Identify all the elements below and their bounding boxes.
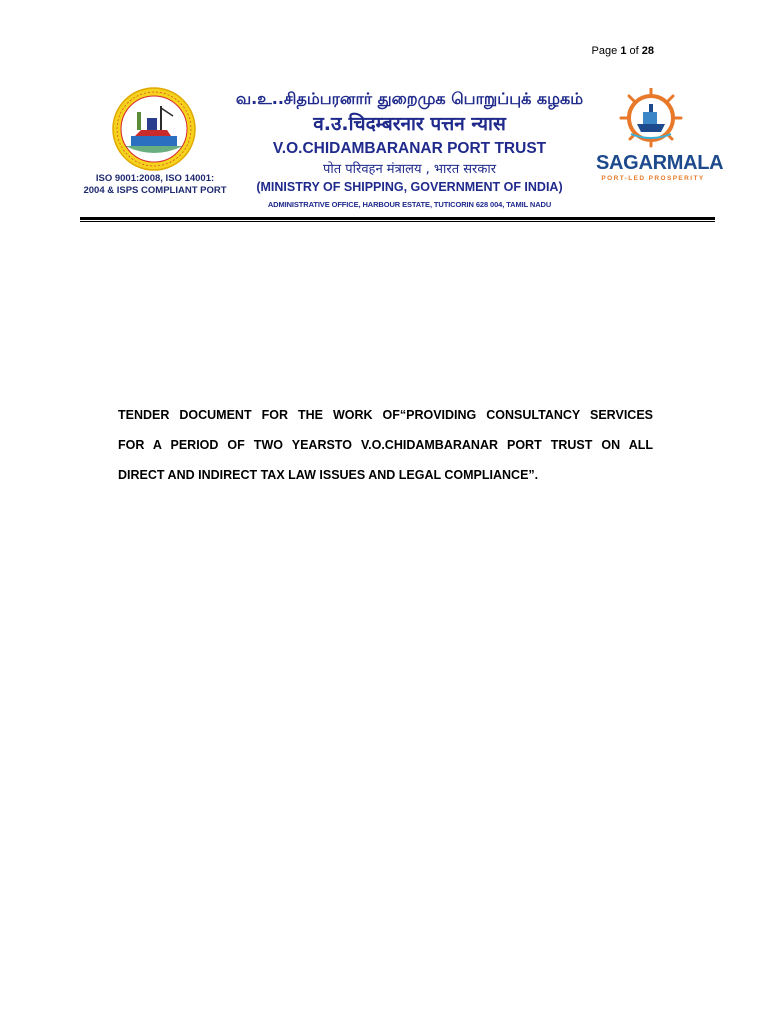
sagarmala-name: SAGARMALA xyxy=(596,152,724,174)
header-divider xyxy=(80,217,715,220)
iso-line-2: 2004 & ISPS COMPLIANT PORT xyxy=(83,185,227,196)
page-total: 28 xyxy=(641,45,654,57)
ministry-name: (MINISTRY OF SHIPPING, GOVERNMENT OF INDIA) xyxy=(256,180,563,194)
port-trust-emblem-icon xyxy=(88,86,220,176)
header-divider-thin xyxy=(80,221,715,222)
tender-title xyxy=(118,400,653,490)
page-current: 1 xyxy=(620,45,627,57)
page-prefix: Page xyxy=(591,45,618,57)
sagarmala-tagline: PORT-LED PROSPERITY xyxy=(601,175,705,182)
page-separator: of xyxy=(629,45,639,57)
office-address: ADMINISTRATIVE OFFICE, HARBOUR ESTATE, TUTICORIN 628 004, TAMIL NADU xyxy=(267,200,552,209)
letterhead-center xyxy=(232,88,587,211)
tender-title-line-2: FOR A PERIOD OF TWO YEARSTO V.O.CHIDAMBARANAR PORT TRUST ON ALL xyxy=(118,438,653,452)
page-number xyxy=(592,45,654,57)
iso-line-1: ISO 9001:2008, ISO 14001: xyxy=(95,173,215,184)
tender-title-line-1: TENDER DOCUMENT FOR THE WORK OF“PROVIDING CONSULTANCY SERVICES xyxy=(118,408,653,422)
tender-title-line-3: DIRECT AND INDIRECT TAX LAW ISSUES AND LEGAL COMPLIANCE”. xyxy=(118,468,539,482)
iso-certification xyxy=(80,173,230,197)
tamil-name: வ.உ..சிதம்பரனார் துறைமுக பொறுப்புக் கழகம் xyxy=(235,89,584,108)
hindi-name: व.उ.चिदम्बरनार पत्तन न्यास xyxy=(313,113,506,135)
english-name: V.O.CHIDAMBARANAR PORT TRUST xyxy=(272,140,547,157)
hindi-ministry: पोत परिवहन मंत्रालय , भारत सरकार xyxy=(322,162,497,177)
